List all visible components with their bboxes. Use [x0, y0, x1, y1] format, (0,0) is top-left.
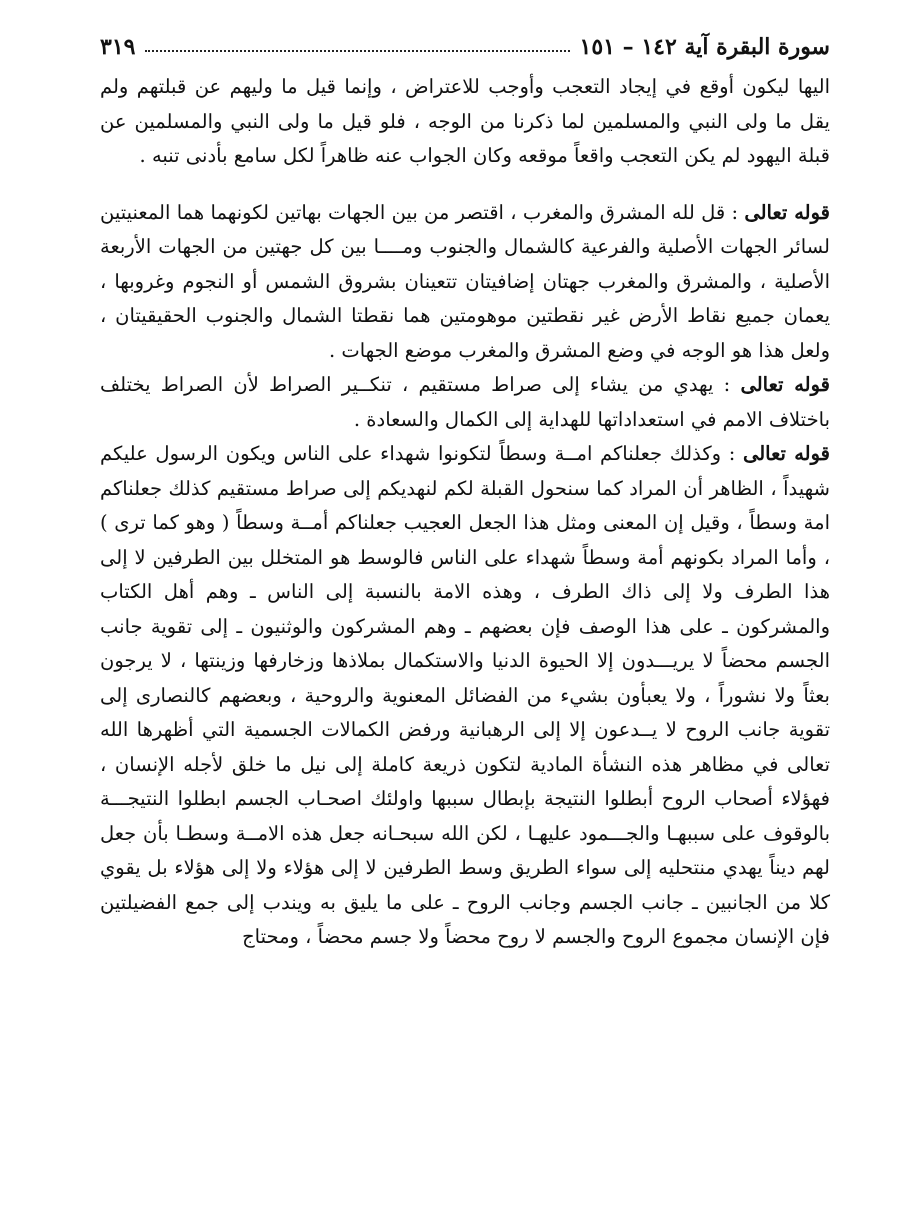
paragraph-text: : قل لله المشرق والمغرب ، اقتصر من بين الجهات بهاتين لكونهما هما المعنيتين لسائر الجهات الأصلية والفرعية كالشمال والجنوب ومــــا بين كل جهتين من الجهات الأربعة الأصلية ، والمشرق والمغرب جهتان إضافيتان تتعينان بشروق الشمس أو النجوم وغروبها ، يعمان جميع نقاط الأرض غير نقطتين موهومتين هما نقطتا الشمال والجنوب الحقيقيتان ، ولعل هذا هو الوجه في وضع المشرق والمغرب موضع الجهات .	[100, 200, 830, 362]
paragraph-lead: قوله تعالى	[742, 442, 830, 465]
paragraph-3	[100, 368, 830, 437]
paragraph-1	[100, 70, 830, 174]
paragraph-text: اليها ليكون أوقع في إيجاد التعجب وأوجب للاعتراض ، وإنما قيل ما وليهم عن قبلتهم ولم يقل ما ولى النبي والمسلمين لما ذكرنا من الوجه ، فلو قيل ما ولى النبي والمسلمين عن قبلة اليهود لم يكن التعجب واقعاً موقعه وكان الجواب عنه ظاهراً لكل سامع بأدنى تنبه .	[100, 75, 830, 167]
paragraph-text: : يهدي من يشاء إلى صراط مستقيم ، تنكــير الصراط لأن الصراط يختلف باختلاف الامم في استعداداتها للهداية إلى الكمال والسعادة .	[100, 373, 830, 431]
header-dotted-leader	[145, 50, 569, 52]
paragraph-4	[100, 437, 830, 955]
paragraph-lead: قوله تعالى	[744, 200, 830, 224]
running-header	[100, 30, 830, 64]
book-page	[100, 30, 830, 1180]
paragraph-lead: قوله تعالى	[740, 373, 830, 396]
paragraph-2	[100, 196, 830, 369]
header-title: سورة البقرة آية ١٤٢ – ١٥١	[579, 34, 830, 60]
page-number: ٣١٩	[100, 34, 136, 60]
paragraph-text: : وكذلك جعلناكم امــة وسطاً لتكونوا شهداء على الناس ويكون الرسول عليكم شهيداً ، الظاهر أن المراد كما سنحول القبلة لكم لنهديكم إلى صراط مستقيم كذلك جعلناكم امة وسطاً ، وقيل إن المعنى ومثل هذا الجعل العجيب جعلناكم أمــة وسطاً ( وهو كما ترى ) ، وأما المراد بكونهم أمة وسطاً شهداء على الناس فالوسط هو المتخلل بين الطرفين لا إلى هذا الطرف ولا إلى ذاك الطرف ، وهذه الامة بالنسبة إلى الناس ـ وهم أهل الكتاب والمشركون ـ على هذا الوصف فإن بعضهم ـ وهم المشركون والوثنيون ـ إلى تقوية جانب الجسم محضاً لا يريـــدون إلا الحيوة الدنيا والاستكمال بملاذها وزخارفها وزينتها ، لا يرجون بعثاً ولا نشوراً ، ولا يعبأون بشيء من الفضائل المعنوية والروحية ، وبعضهم كالنصارى إلى تقوية جانب الروح لا يــدعون إلا إلى الرهبانية ورفض الكمالات الجسمية التي أظهرها الله تعالى في مظاهر هذه النشأة المادية لتكون ذريعة كاملة إلى نيل ما خلق لأجله الإنسان ، فهؤلاء أصحاب الروح أبطلوا النتيجة بإبطال سببها واولئك اصحـاب الجسم ابطلوا النتيجـــة بالوقوف على سببهـا والجـــمود عليهـا ، لكن الله سبحـانه جعل هذه الامــة وسطـا بأن جعل لهم ديناً يهدي منتحليه إلى سواء الطريق وسط الطرفين لا إلى هؤلاء ولا إلى هؤلاء بل يقوي كلا من الجانبين ـ جانب الجسم وجانب الروح ـ على ما يليق به ويندب إلى جمع الفضيلتين فإن الإنسان مجموع الروح والجسم لا روح محضاً ولا جسم محضاً ، ومحتاج	[100, 442, 830, 948]
